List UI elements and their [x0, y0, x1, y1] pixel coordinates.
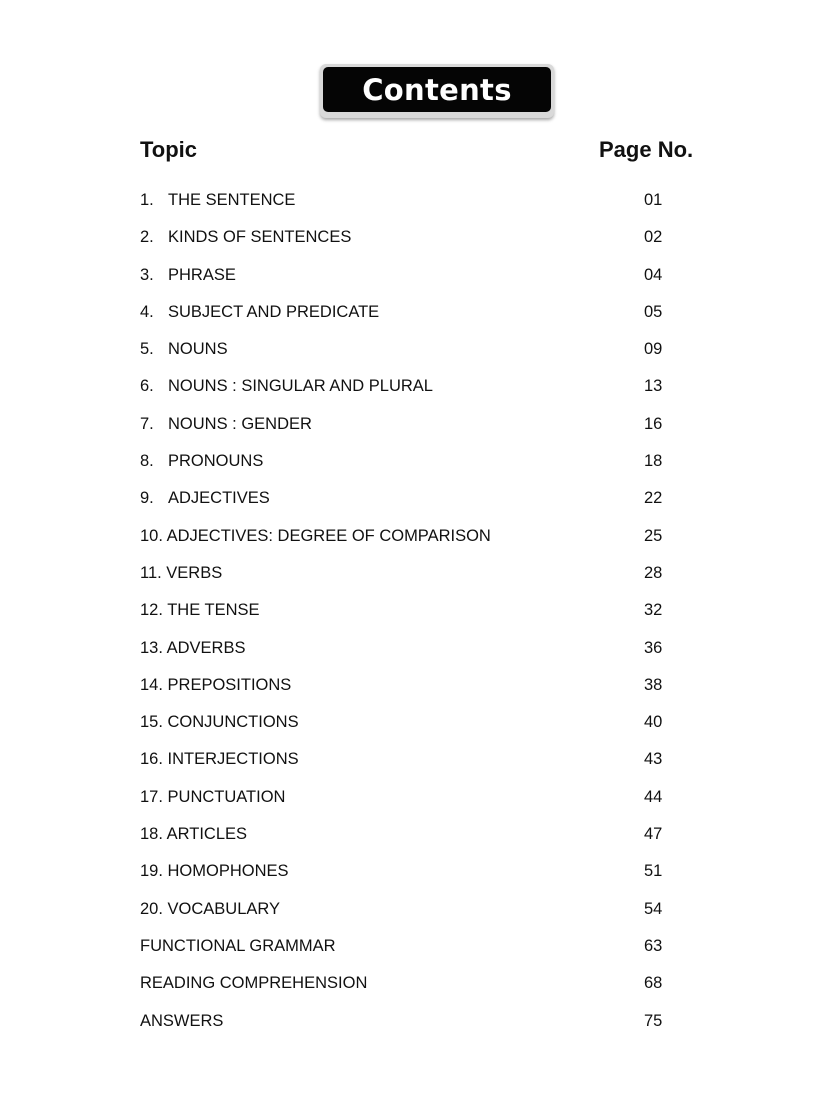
column-headers	[140, 137, 700, 167]
toc-entry-topic: ADJECTIVES	[168, 489, 270, 508]
toc-entry-page-number: 44	[644, 787, 663, 806]
toc-entry-topic: THE SENTENCE	[168, 191, 296, 209]
toc-entry-topic: KINDS OF SENTENCES	[168, 228, 352, 247]
toc-entry	[140, 596, 700, 633]
toc-entry-number: 4.	[140, 302, 154, 321]
toc-entry-topic: READING COMPREHENSION	[140, 974, 368, 993]
toc-entry-page-number: 25	[644, 526, 663, 545]
toc-entry-topic: 19. HOMOPHONES	[140, 862, 289, 881]
toc-entry-number: 9.	[140, 489, 154, 508]
toc-entry-number: 1.	[140, 191, 154, 209]
toc-entry	[140, 671, 700, 708]
toc-entry-topic: ANSWERS	[140, 1011, 224, 1030]
toc-entry-topic: 12. THE TENSE	[140, 601, 260, 620]
toc-entry-topic: 15. CONJUNCTIONS	[140, 713, 299, 732]
toc-entry-page-number: 18	[644, 452, 663, 471]
toc-entry-topic: 20. VOCABULARY	[140, 899, 281, 918]
toc-entry-topic: NOUNS : GENDER	[168, 414, 312, 433]
toc-entry-topic: FUNCTIONAL GRAMMAR	[140, 936, 336, 955]
toc-entry-page-number: 38	[644, 675, 663, 694]
toc-entry	[140, 298, 700, 335]
toc-entry-page-number: 22	[644, 489, 663, 508]
toc-entry-topic: 13. ADVERBS	[140, 638, 246, 657]
toc-entry	[140, 372, 700, 409]
page-number-column-header: Page No.	[599, 137, 694, 162]
toc-entry-number: 8.	[140, 452, 154, 471]
toc-entry-page-number: 63	[644, 936, 663, 955]
toc-entry-number: 3.	[140, 265, 154, 284]
toc-entry	[140, 932, 700, 969]
toc-entry	[140, 335, 700, 372]
toc-entry-topic: 16. INTERJECTIONS	[140, 750, 299, 769]
toc-entry	[140, 559, 700, 596]
toc-entry	[140, 745, 700, 782]
toc-entry-topic: 10. ADJECTIVES: DEGREE OF COMPARISON	[140, 526, 491, 545]
toc-entry	[140, 820, 700, 857]
toc-entry-page-number: 51	[644, 862, 663, 881]
toc-entry-page-number: 68	[644, 974, 663, 993]
toc-entry	[140, 1007, 700, 1044]
topic-column-header: Topic	[140, 137, 198, 162]
toc-entry-page-number: 16	[644, 414, 663, 433]
contents-title: Contents	[323, 67, 551, 112]
contents-title-badge	[320, 64, 554, 118]
toc-entry-page-number: 28	[644, 563, 663, 582]
toc-entry-page-number: 75	[644, 1011, 663, 1030]
toc-entry	[140, 969, 700, 1006]
toc-entry	[140, 261, 700, 298]
toc-entry-number: 2.	[140, 228, 154, 247]
toc-entry	[140, 223, 700, 260]
toc-entry	[140, 895, 700, 932]
toc-entry-number: 5.	[140, 340, 154, 359]
toc-entry	[140, 634, 700, 671]
toc-entry-page-number: 40	[644, 713, 663, 732]
toc-entry-topic: SUBJECT AND PREDICATE	[168, 302, 380, 321]
toc-entry	[140, 522, 700, 559]
toc-entry	[140, 447, 700, 484]
toc-entry-page-number: 36	[644, 638, 663, 657]
toc-entry-page-number: 13	[644, 377, 663, 396]
toc-entry-page-number: 54	[644, 899, 663, 918]
toc-entry-page-number: 02	[644, 228, 663, 247]
toc-entry-page-number: 43	[644, 750, 663, 769]
table-of-contents-list	[140, 186, 700, 1044]
toc-entry-topic: 11. VERBS	[140, 563, 223, 582]
toc-entry-page-number: 05	[644, 302, 663, 321]
toc-entry-topic: PHRASE	[168, 265, 236, 284]
toc-entry	[140, 783, 700, 820]
toc-entry-number: 7.	[140, 414, 154, 433]
toc-entry-topic: 17. PUNCTUATION	[140, 787, 286, 806]
toc-entry	[140, 857, 700, 894]
toc-entry-number: 6.	[140, 377, 154, 396]
toc-entry-topic: 18. ARTICLES	[140, 825, 248, 844]
toc-entry-page-number: 04	[644, 265, 663, 284]
toc-entry-page-number: 01	[644, 191, 663, 209]
toc-entry	[140, 708, 700, 745]
toc-entry	[140, 484, 700, 521]
toc-entry	[140, 186, 700, 223]
toc-entry-page-number: 09	[644, 340, 663, 359]
toc-entry-topic: PRONOUNS	[168, 452, 264, 471]
toc-entry-page-number: 32	[644, 601, 663, 620]
toc-entry-topic: NOUNS	[168, 340, 228, 359]
toc-entry-page-number: 47	[644, 825, 663, 844]
toc-entry	[140, 410, 700, 447]
toc-entry-topic: 14. PREPOSITIONS	[140, 675, 292, 694]
toc-entry-topic: NOUNS : SINGULAR AND PLURAL	[168, 377, 433, 396]
